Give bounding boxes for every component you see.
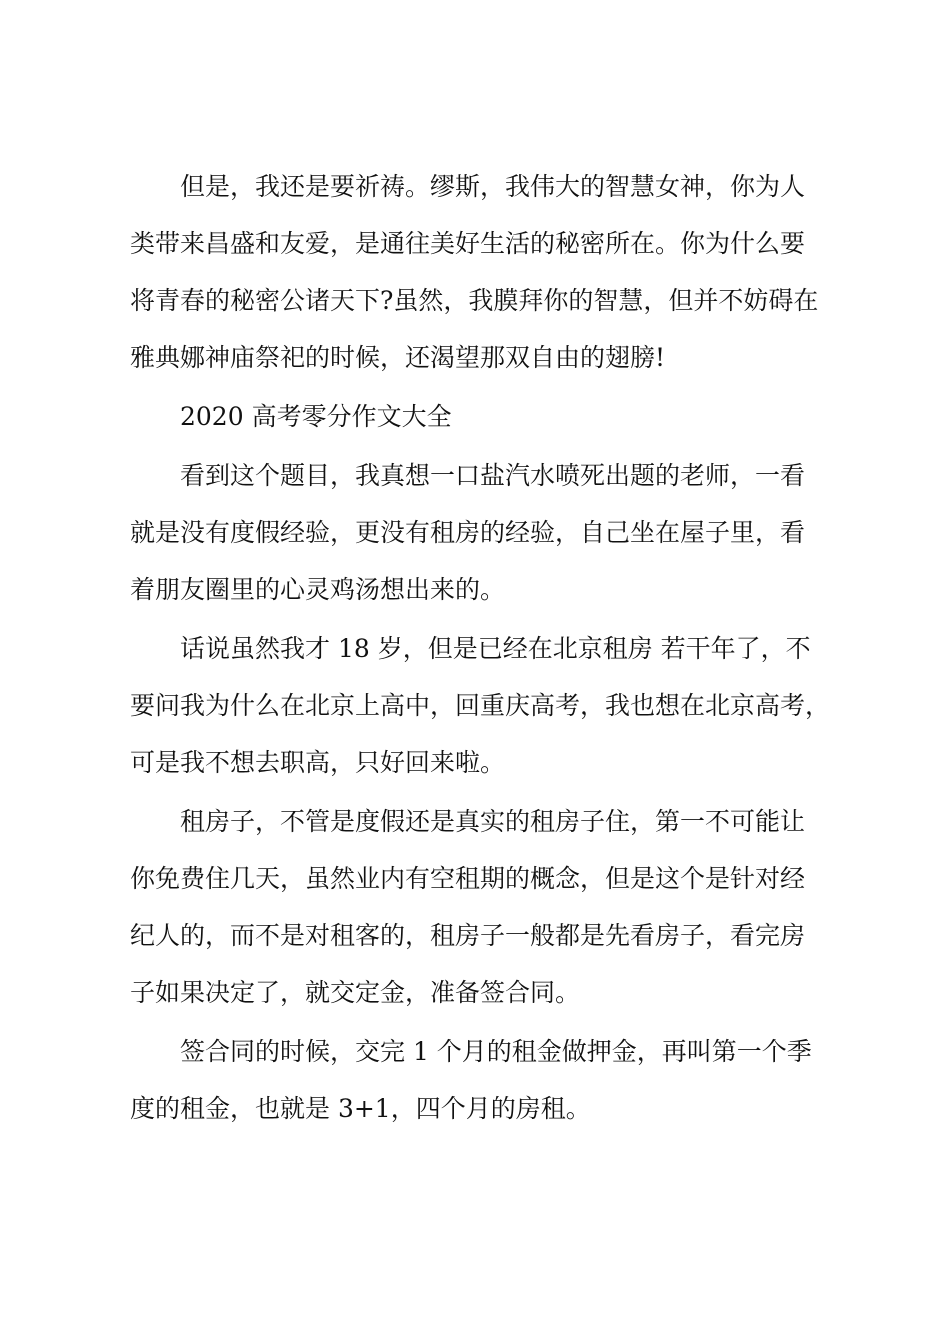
text-line: 要问我为什么在北京上高中，回重庆高考，我也想在北京高考， <box>130 691 831 720</box>
paragraph-prayer <box>130 158 825 386</box>
paragraph-contract <box>130 1023 825 1137</box>
text-line: 着朋友圈里的心灵鸡汤想出来的。 <box>130 575 506 604</box>
text-line: 看到这个题目，我真想一口盐汽水喷死出题的老师，一看 <box>130 461 806 490</box>
text-line: 签合同的时候，交完 1 个月的租金做押金，再叫第一个季 <box>130 1037 812 1066</box>
paragraph-intro <box>130 447 825 618</box>
section-heading: 2020 高考零分作文大全 <box>130 402 452 431</box>
text-line: 但是，我还是要祈祷。缪斯，我伟大的智慧女神，你为人 <box>130 172 806 201</box>
text-line: 你免费住几天，虽然业内有空租期的概念，但是这个是针对经 <box>130 864 806 893</box>
text-line: 纪人的，而不是对租客的，租房子一般都是先看房子，看完房 <box>130 921 806 950</box>
paragraph-renting <box>130 793 825 1021</box>
text-line: 类带来昌盛和友爱，是通往美好生活的秘密所在。你为什么要 <box>130 229 806 258</box>
paragraph-heading <box>130 388 825 445</box>
text-line: 度的租金，也就是 3+1，四个月的房租。 <box>130 1094 591 1123</box>
text-line: 可是我不想去职高，只好回来啦。 <box>130 748 506 777</box>
document-body <box>130 158 831 1137</box>
text-line: 将青春的秘密公诸天下?虽然，我膜拜你的智慧，但并不妨碍在 <box>130 286 819 315</box>
paragraph-background <box>130 620 831 791</box>
text-line: 雅典娜神庙祭祀的时候，还渴望那双自由的翅膀! <box>130 343 666 372</box>
text-line: 话说虽然我才 18 岁，但是已经在北京租房 若干年了，不 <box>130 634 811 663</box>
text-line: 子如果决定了，就交定金，准备签合同。 <box>130 978 581 1007</box>
text-line: 租房子，不管是度假还是真实的租房子住，第一不可能让 <box>130 807 806 836</box>
text-line: 就是没有度假经验，更没有租房的经验，自己坐在屋子里，看 <box>130 518 806 547</box>
